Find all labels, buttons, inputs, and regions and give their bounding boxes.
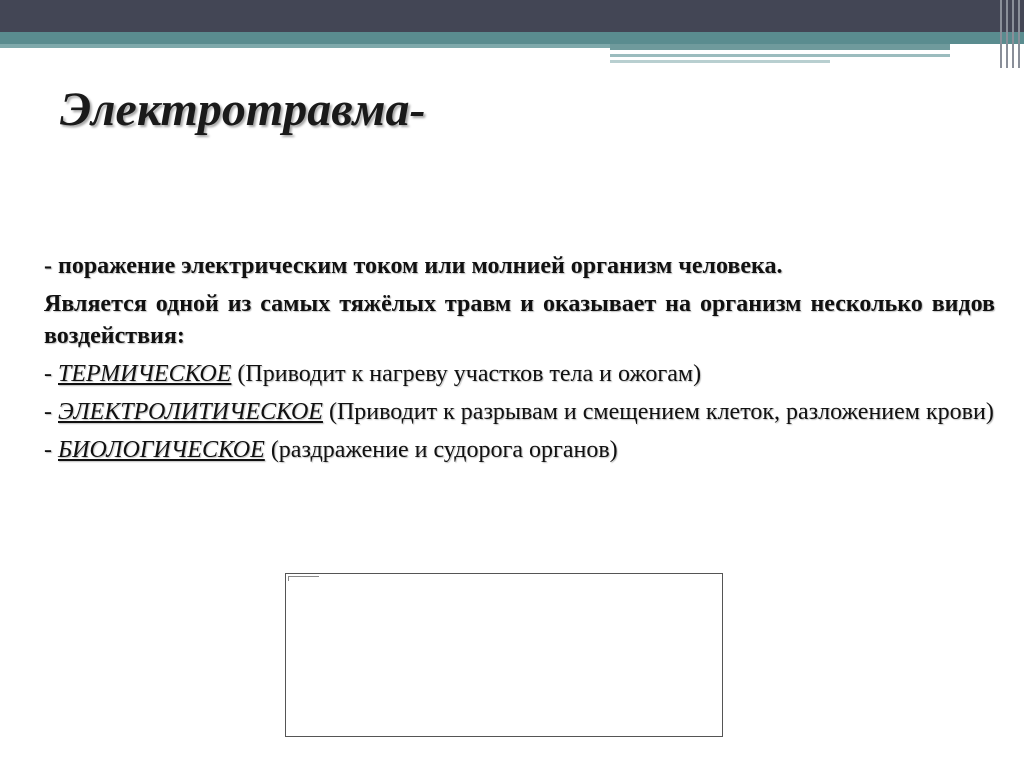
item-term: БИОЛОГИЧЕСКОЕ <box>58 437 265 463</box>
item-dash: - <box>44 399 58 425</box>
item-desc: (Приводит к нагреву участков тела и ожогам) <box>231 361 702 387</box>
decor-right-stripes <box>610 44 1024 68</box>
broken-image-icon <box>288 576 319 581</box>
decor-stripe-light <box>0 44 610 48</box>
decor-stripe <box>0 32 1024 44</box>
list-item <box>40 434 995 466</box>
decor-vertical-bars <box>996 0 1024 68</box>
item-term: ЭЛЕКТРОЛИТИЧЕСКОЕ <box>58 399 323 425</box>
item-desc: (Приводит к разрывам и смещением клеток, разложением крови) <box>322 399 994 425</box>
top-bar <box>0 0 1024 32</box>
item-desc: (раздражение и судорога органов) <box>264 437 618 463</box>
definition-text: - поражение электрическим током или молнией организм человека. <box>44 253 783 279</box>
item-dash: - <box>44 361 58 387</box>
image-placeholder <box>285 573 723 737</box>
list-item <box>40 396 995 428</box>
item-dash: - <box>44 437 58 463</box>
intro-text: Является одной из самых тяжёлых травм и оказывает на организм несколько видов воздействия: <box>44 291 995 349</box>
item-term: ТЕРМИЧЕСКОЕ <box>58 361 232 387</box>
list-item <box>40 358 995 390</box>
slide-title: Электротравма- <box>60 83 426 136</box>
slide-body <box>40 250 995 472</box>
